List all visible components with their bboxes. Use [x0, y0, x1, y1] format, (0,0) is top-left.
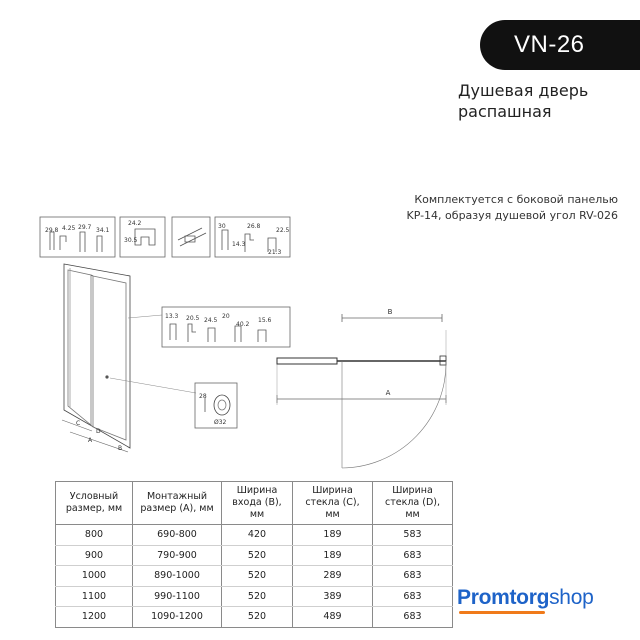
table-cell: 900 — [56, 545, 133, 566]
kit-note-line-1: Комплектуется с боковой панелью — [414, 193, 618, 206]
dim-3e: 21.3 — [268, 249, 282, 256]
col-header-nominal: Условный размер, мм — [56, 482, 133, 525]
table-cell: 683 — [373, 566, 453, 587]
iso-door-view — [62, 264, 196, 452]
size-spec-table — [55, 481, 453, 628]
dim-4d: 20 — [222, 313, 230, 320]
table-cell: 1100 — [56, 586, 133, 607]
table-cell: 990-1100 — [133, 586, 222, 607]
dim-4e: 40.2 — [236, 321, 250, 328]
dim-3c: 14.3 — [232, 241, 246, 248]
dim-3d: 22.5 — [276, 227, 290, 234]
knob-dim-1: 28 — [199, 393, 207, 400]
table-cell: 520 — [222, 545, 293, 566]
table-cell: 683 — [373, 607, 453, 628]
table-cell: 683 — [373, 545, 453, 566]
dim-1a: 29.8 — [45, 227, 59, 234]
dim-1c: 29.7 — [78, 224, 92, 231]
table-row — [56, 586, 453, 607]
detail-box-1 — [40, 217, 115, 257]
title-line-2: распашная — [458, 102, 552, 121]
detail-box-3 — [172, 217, 210, 257]
knob-dim-2: Ø32 — [214, 419, 227, 426]
dim-2a: 24.2 — [128, 220, 142, 227]
plan-view — [277, 314, 446, 468]
table-cell: 790-900 — [133, 545, 222, 566]
table-cell: 520 — [222, 566, 293, 587]
table-cell: 420 — [222, 525, 293, 546]
dim-3a: 30 — [218, 223, 226, 230]
model-code: VN-26 — [514, 31, 585, 58]
table-cell: 1090-1200 — [133, 607, 222, 628]
table-cell: 1200 — [56, 607, 133, 628]
brand-name-part-1: Promtorg — [457, 586, 550, 609]
dim-2b: 30.5 — [124, 237, 138, 244]
table-cell: 683 — [373, 586, 453, 607]
brand-underline — [459, 611, 545, 614]
plan-label-a: A — [385, 389, 391, 397]
table-cell: 583 — [373, 525, 453, 546]
brand-name-part-2: shop — [549, 586, 594, 609]
col-header-glass-c: Ширина стекла (C), мм — [293, 482, 373, 525]
dim-1b: 4.25 — [62, 225, 76, 232]
table-cell: 489 — [293, 607, 373, 628]
kit-note-line-2: KP-14, образуя душевой угол RV-026 — [406, 209, 618, 222]
col-header-mounting: Монтажный размер (A), мм — [133, 482, 222, 525]
table-cell: 890-1000 — [133, 566, 222, 587]
plan-label-b: B — [387, 308, 393, 316]
table-cell: 189 — [293, 525, 373, 546]
table-cell: 1000 — [56, 566, 133, 587]
table-cell: 289 — [293, 566, 373, 587]
brand-logo[interactable] — [457, 586, 593, 610]
iso-label-b: B — [118, 445, 123, 452]
table-cell: 800 — [56, 525, 133, 546]
dim-4b: 20.5 — [186, 315, 200, 322]
dim-1d: 34.1 — [96, 227, 110, 234]
table-row — [56, 545, 453, 566]
title-line-1: Душевая дверь — [458, 81, 589, 100]
col-header-entry: Ширина входа (B), мм — [222, 482, 293, 525]
iso-label-a: A — [88, 437, 93, 444]
table-cell: 690-800 — [133, 525, 222, 546]
table-row — [56, 607, 453, 628]
dim-4c: 24.5 — [204, 317, 218, 324]
iso-label-c: C — [76, 420, 81, 427]
table-cell: 189 — [293, 545, 373, 566]
dim-4f: 15.6 — [258, 317, 272, 324]
table-header-row — [56, 482, 453, 525]
table-cell: 520 — [222, 607, 293, 628]
dim-4a: 13.3 — [165, 313, 179, 320]
iso-label-d: D — [96, 428, 101, 435]
dim-3b: 26.8 — [247, 223, 261, 230]
table-cell: 389 — [293, 586, 373, 607]
table-row — [56, 566, 453, 587]
table-row — [56, 525, 453, 546]
col-header-glass-d: Ширина стекла (D), мм — [373, 482, 453, 525]
table-cell: 520 — [222, 586, 293, 607]
